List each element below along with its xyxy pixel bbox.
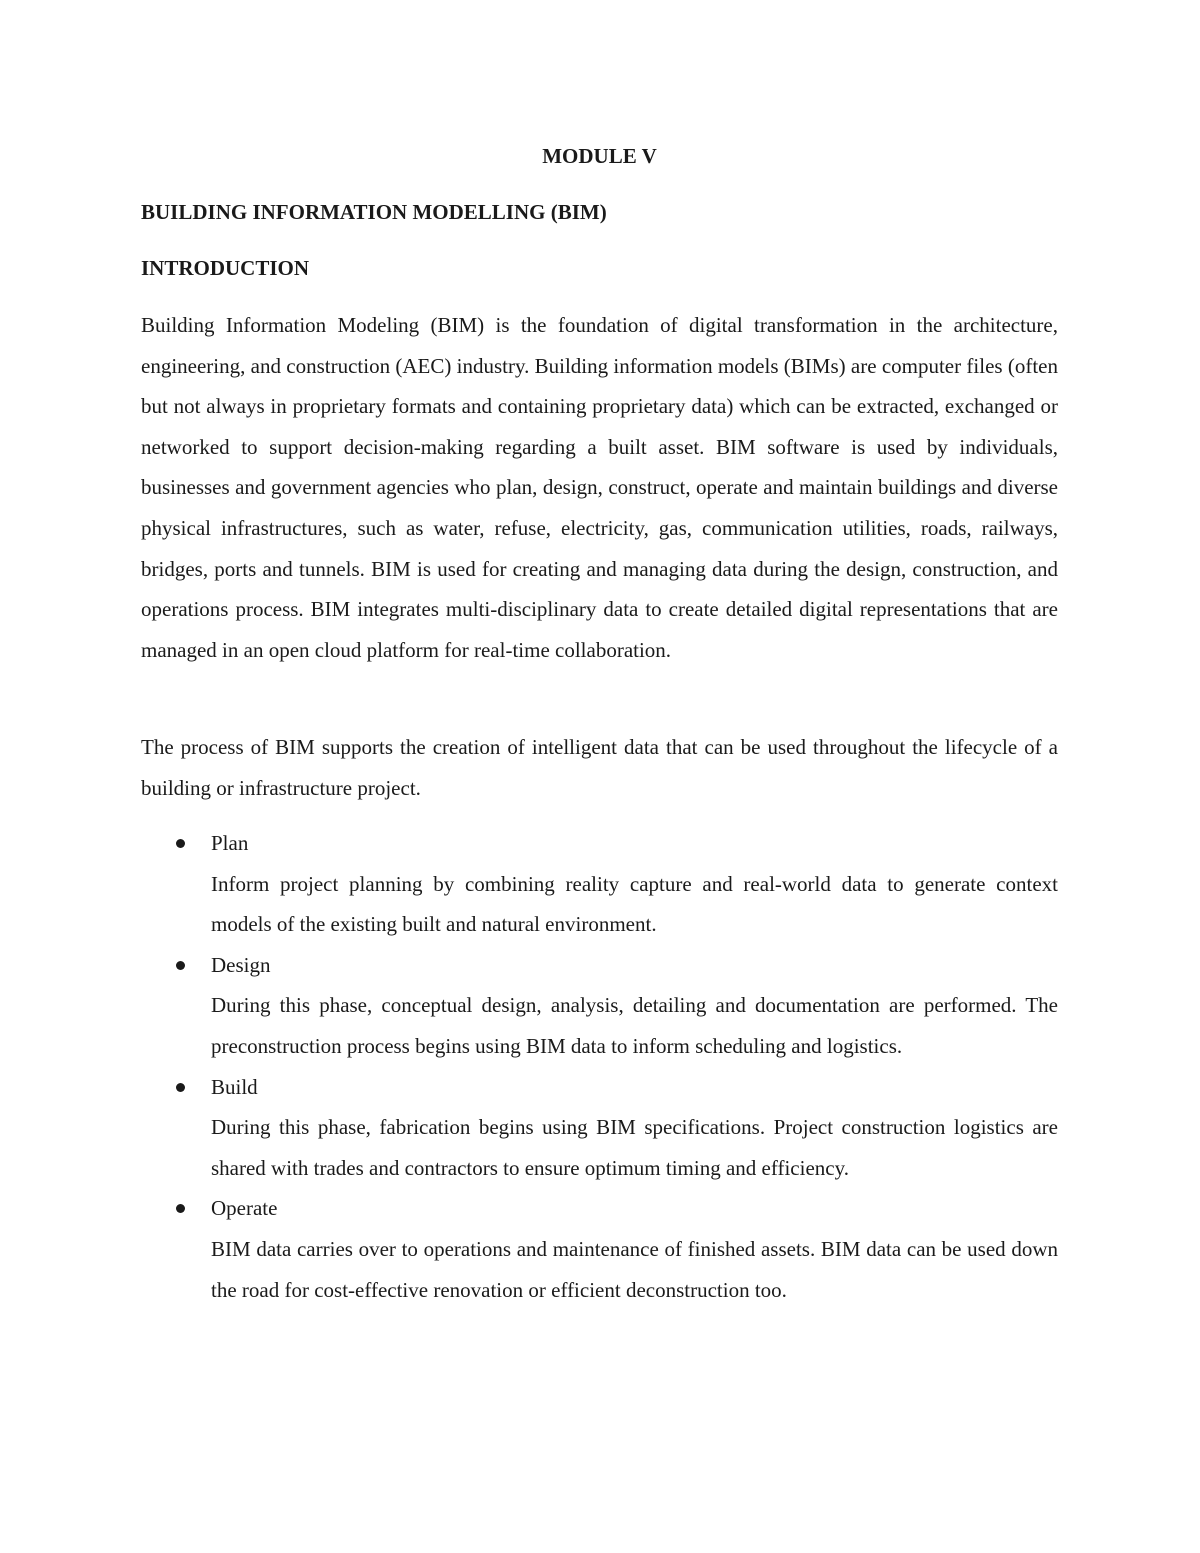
list-item bbox=[141, 823, 1058, 945]
phase-name: Plan bbox=[211, 831, 249, 855]
module-title: MODULE V bbox=[542, 144, 657, 168]
section-heading: INTRODUCTION bbox=[141, 256, 310, 280]
phase-description: During this phase, conceptual design, analysis, detailing and documentation are performed. The preconstruction process begins using BIM data to inform scheduling and logistics. bbox=[211, 993, 1058, 1058]
bullet-icon bbox=[176, 1083, 185, 1092]
phase-name: Design bbox=[211, 952, 271, 977]
bullet-icon bbox=[176, 961, 185, 970]
list-item bbox=[141, 1188, 1058, 1310]
phase-description: Inform project planning by combining reality capture and real-world data to generate context models of the existing built and natural environment. bbox=[211, 871, 1058, 937]
phase-description: During this phase, fabrication begins using BIM specifications. Project construction logistics are shared with trades and contractors to ensure optimum timing and efficiency. bbox=[211, 1115, 1058, 1180]
phase-name: Build bbox=[211, 1074, 258, 1099]
bullet-icon bbox=[176, 839, 185, 848]
list-item bbox=[141, 945, 1058, 1067]
phase-name: Operate bbox=[211, 1196, 278, 1221]
process-paragraph: The process of BIM supports the creation of intelligent data that can be used throughout the lifecycle of a building or infrastructure project. bbox=[141, 735, 1058, 800]
main-heading: BUILDING INFORMATION MODELLING (BIM) bbox=[141, 200, 607, 224]
intro-paragraph: Building Information Modeling (BIM) is the foundation of digital transformation in the architecture, engineering, and construction (AEC) industry. Building information models (BIMs) are computer files (often but not always in proprietary formats and containing proprietary data) which can be extracted, exchanged or networked to support decision-making regarding a built asset. BIM software is used by individuals, businesses and government agencies who plan, design, construct, operate and maintain buildings and diverse physical infrastructures, such as water, refuse, electricity, gas, communication utilities, roads, railways, bridges, ports and tunnels. BIM is used for creating and managing data during the design, construction, and operations process. BIM integrates multi-disciplinary data to create detailed digital representations that are managed in an open cloud platform for real-time collaboration. bbox=[141, 313, 1058, 662]
bullet-icon bbox=[176, 1204, 185, 1213]
lifecycle-phase-list bbox=[141, 823, 1058, 1310]
phase-description: BIM data carries over to operations and maintenance of finished assets. BIM data can be used down the road for cost-effective renovation or efficient deconstruction too. bbox=[211, 1236, 1058, 1302]
list-item bbox=[141, 1067, 1058, 1189]
